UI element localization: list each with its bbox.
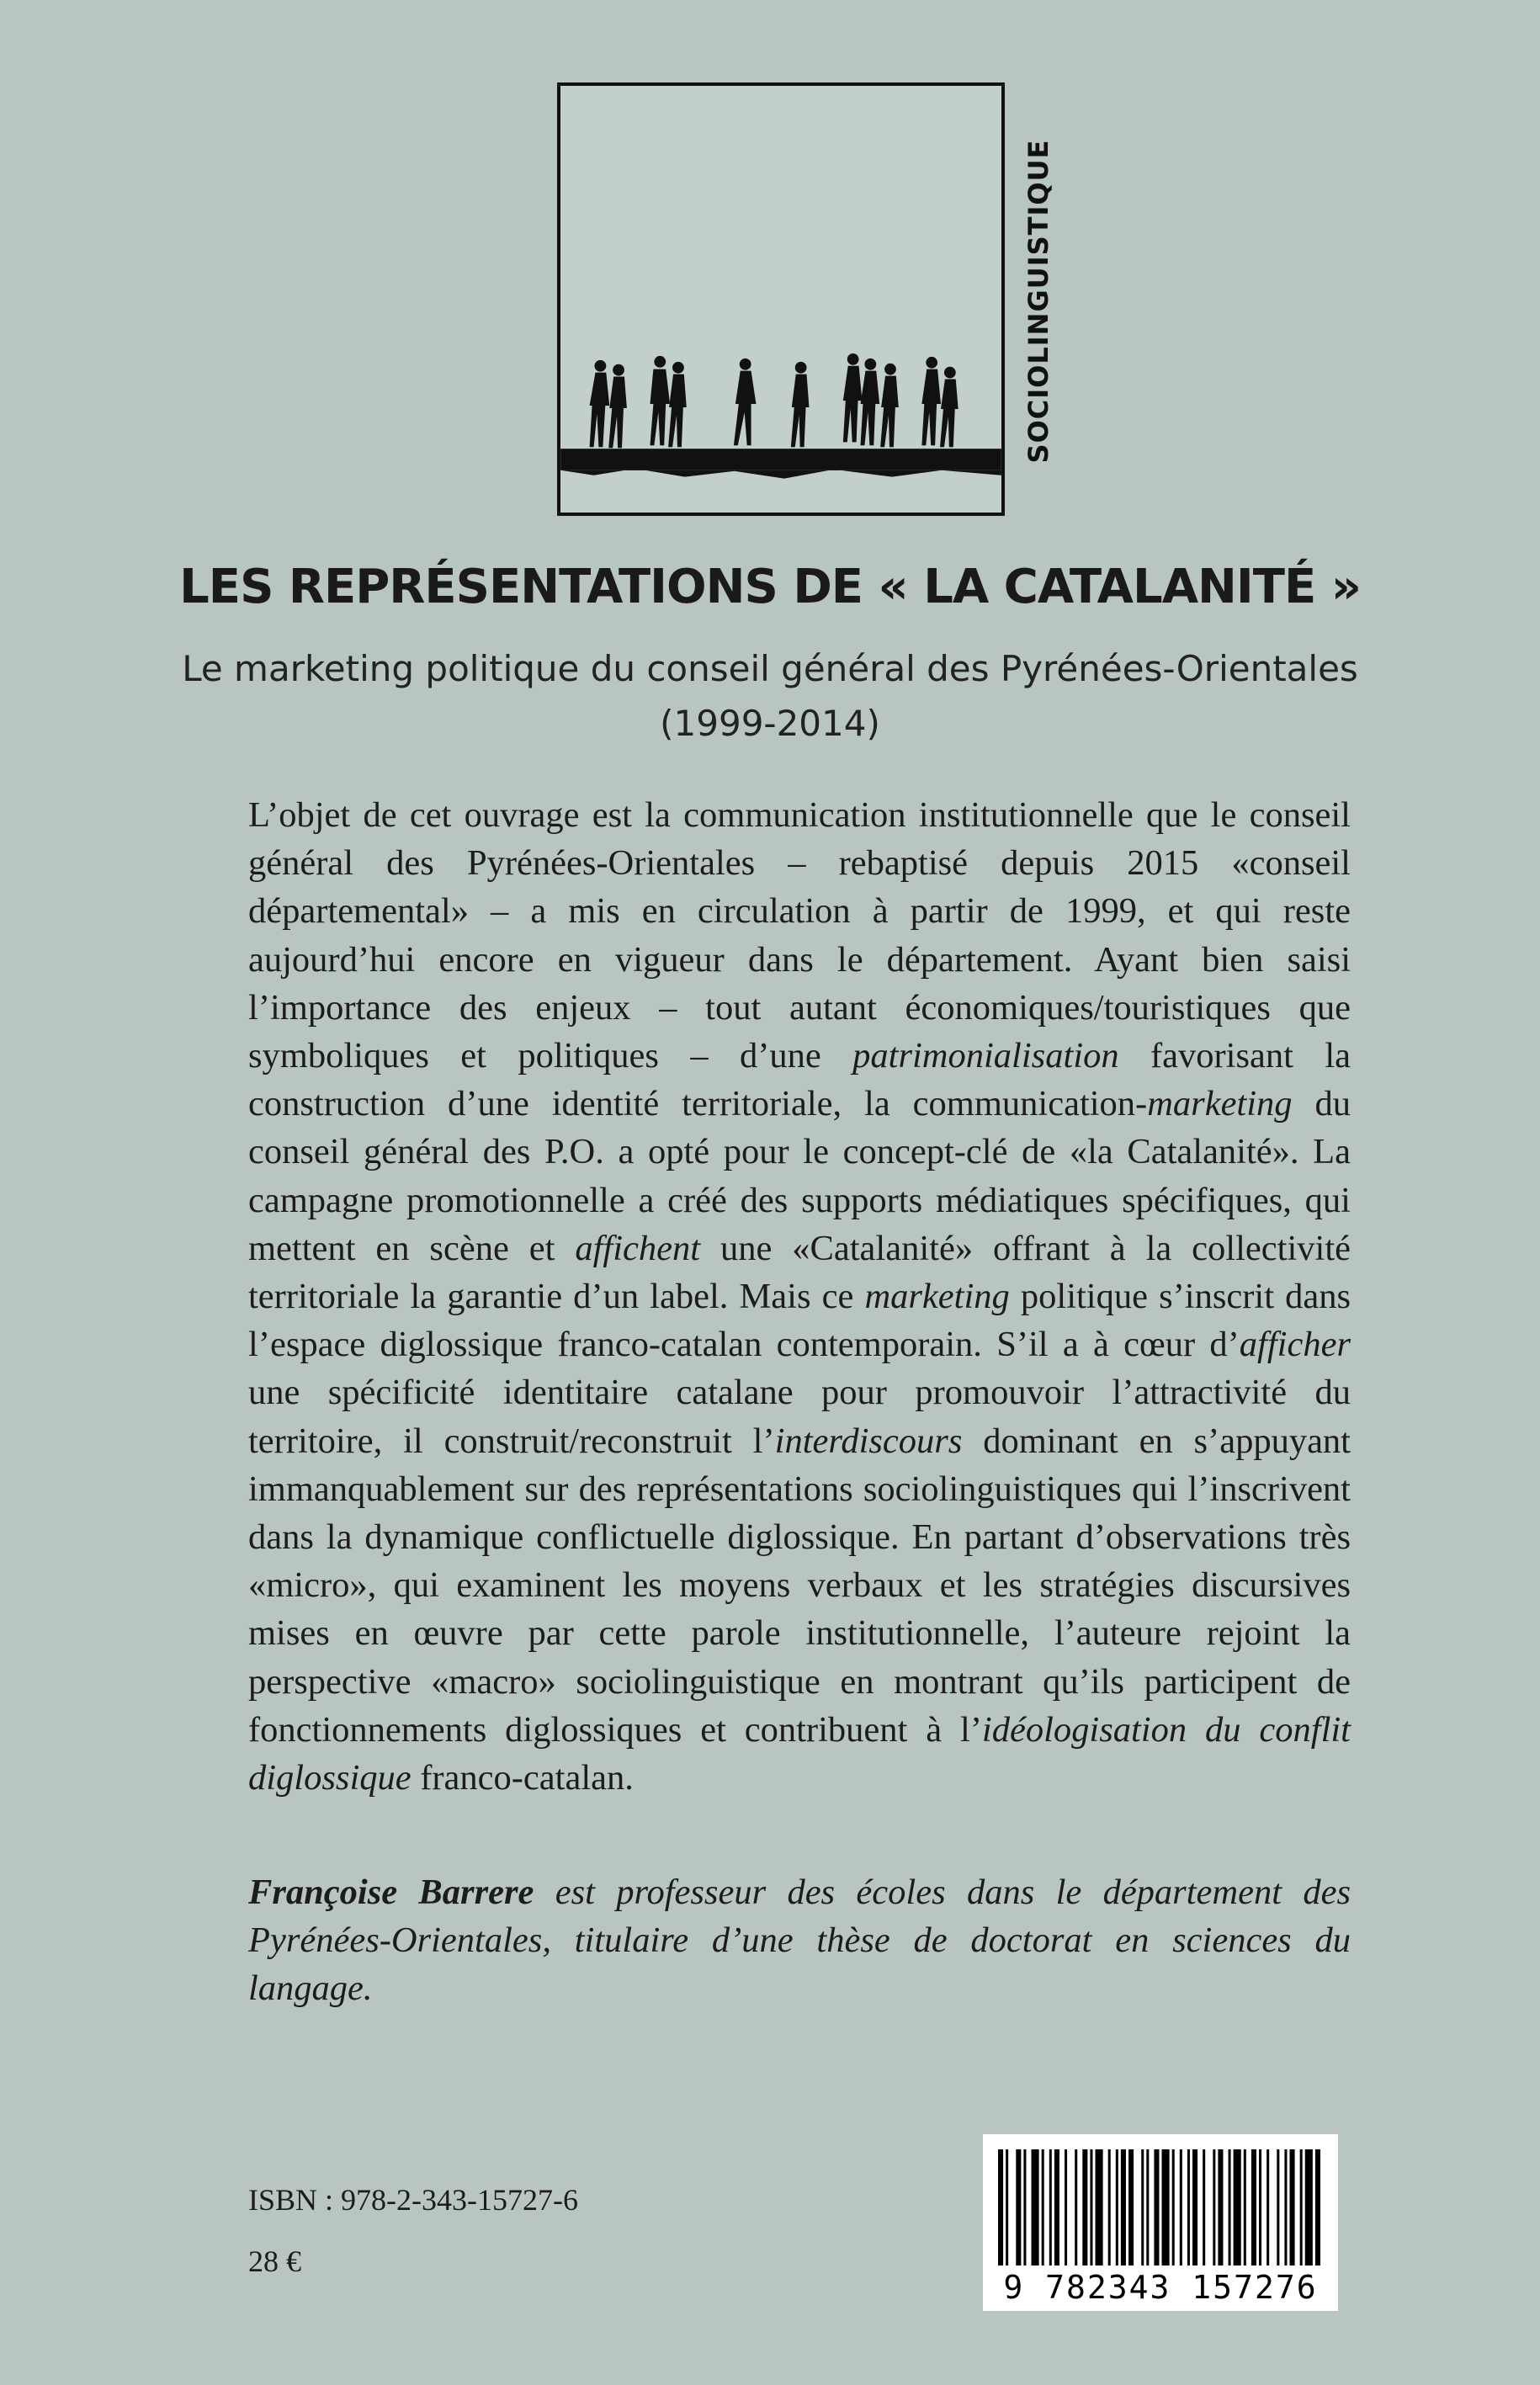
- summary-text: du conseil général des P.O. a opté pour le concept-clé de «la Catalanité». La campagne promotionnelle a créé des supports médiatiques spécifiques, qui mettent en scène et: [248, 1084, 1351, 1268]
- barcode-bar: [1213, 2149, 1215, 2265]
- summary-emphasis: marketing: [864, 1277, 1010, 1317]
- barcode-bars: [998, 2149, 1323, 2265]
- barcode-bar: [1006, 2149, 1008, 2265]
- summary-text: L’objet de cet ouvrage est la communication institutionnelle que le conseil général des Pyrénées-Orientales – rebaptisé depuis 2015 «conseil départemental» – a mis en circulation à partir de 1999, et qui reste aujourd’hui encore en vigueur dans le département. Ayant bien saisi l’importance des enjeux – tout autant économiques/touristiques que symboliques et politiques – d’une: [248, 795, 1351, 1076]
- barcode-bar: [1300, 2149, 1303, 2265]
- summary-text: une spécificité identitaire catalane pour promouvoir l’attractivité du territoire, il construit/reconstruit l’: [248, 1373, 1351, 1461]
- summary-emphasis: interdiscours: [774, 1421, 963, 1461]
- barcode-bar: [1054, 2149, 1059, 2265]
- barcode-bar: [1180, 2149, 1182, 2265]
- barcode-bar: [1172, 2149, 1175, 2265]
- barcode-bar: [1244, 2149, 1246, 2265]
- series-label-text: SOCIOLINGUISTIQUE: [1022, 139, 1054, 463]
- author-bio-text: est professeur des écoles dans le département des Pyrénées-Orientales, titulaire d’une thèse de doctorat en sciences du langage.: [248, 1872, 1351, 2008]
- summary-emphasis: marketing: [1147, 1084, 1293, 1124]
- barcode-bar: [1049, 2149, 1052, 2265]
- barcode-bar: [1116, 2149, 1118, 2265]
- walking-people-illustration: [560, 86, 1001, 513]
- price: 28 €: [248, 2244, 301, 2278]
- summary-emphasis: idéologisation du conflit diglossique: [248, 1709, 1351, 1798]
- barcode-bar: [1141, 2149, 1144, 2265]
- barcode-bar: [1218, 2149, 1223, 2265]
- barcode-bar: [1065, 2149, 1067, 2265]
- summary-text: favorisant la construction d’une identité territoriale, la communication-: [248, 1036, 1351, 1124]
- summary-text: une «Catalanité» offrant à la collectivité territoriale la garantie d’un label. Mais ce: [248, 1228, 1351, 1317]
- barcode-bar: [1108, 2149, 1111, 2265]
- summary-emphasis: afficher: [1239, 1325, 1351, 1365]
- barcode-digits: 9 782343 157276: [1003, 2269, 1318, 2306]
- book-subtitle-line2: (1999-2014): [660, 703, 880, 744]
- summary-emphasis: affichent: [575, 1228, 701, 1268]
- barcode-bar: [1146, 2149, 1149, 2265]
- barcode-bar: [1229, 2149, 1231, 2265]
- barcode-bar: [1284, 2149, 1287, 2265]
- barcode-bar: [1234, 2149, 1241, 2265]
- barcode-bar: [1128, 2149, 1134, 2265]
- summary-text: dominant en s’appuyant immanquablement sur des représentations sociolinguistiques qui l’inscrivent dans la dynamique conflictuelle diglossique. En partant d’observations très «micro», qui examinent les moyens verbaux et les stratégies discursives mises en œuvre par cette parole institutionnelle, l’auteure rejoint la perspective «macro» sociolinguistique en montrant qu’ils participent de fonctionnements diglossiques et contribuent à l’: [248, 1421, 1351, 1750]
- summary-text: franco-catalan.: [411, 1758, 634, 1798]
- book-subtitle-line1: Le marketing politique du conseil général des Pyrénées-Orientales: [182, 648, 1358, 689]
- barcode-bar: [1203, 2149, 1205, 2265]
- barcode-bar: [1121, 2149, 1126, 2265]
- summary-emphasis: patrimonialisation: [852, 1036, 1119, 1076]
- barcode-bar: [1032, 2149, 1039, 2265]
- barcode-bar: [1192, 2149, 1197, 2265]
- summary-text: politique s’inscrit dans l’espace diglossique franco-catalan contemporain. S’il a à cœur d’: [248, 1277, 1351, 1365]
- series-label: [1022, 88, 1055, 513]
- barcode-bar: [1267, 2149, 1269, 2265]
- barcode-bar: [1259, 2149, 1261, 2265]
- barcode-bar: [1315, 2149, 1320, 2265]
- book-title: LES REPRÉSENTATIONS DE « LA CATALANITÉ »: [179, 560, 1361, 614]
- barcode-bar: [998, 2149, 1003, 2265]
- barcode-bar: [1075, 2149, 1077, 2265]
- barcode-bar: [1154, 2149, 1159, 2265]
- barcode-bar: [1023, 2149, 1026, 2265]
- barcode-bar: [1162, 2149, 1170, 2265]
- author-bio: [248, 1868, 1351, 2012]
- barcode-bar: [1042, 2149, 1044, 2265]
- isbn: ISBN : 978-2-343-15727-6: [248, 2183, 578, 2217]
- barcode-bar: [1082, 2149, 1087, 2265]
- book-summary: [248, 791, 1351, 1802]
- barcode-bar: [1277, 2149, 1279, 2265]
- series-logo: [557, 82, 1005, 516]
- barcode-bar: [1090, 2149, 1092, 2265]
- barcode-bar: [1305, 2149, 1313, 2265]
- barcode-bar: [1251, 2149, 1256, 2265]
- barcode-bar: [1187, 2149, 1190, 2265]
- barcode-bar: [1289, 2149, 1294, 2265]
- author-name: Françoise Barrere: [248, 1872, 534, 1912]
- barcode: [983, 2134, 1338, 2311]
- barcode-bar: [1095, 2149, 1102, 2265]
- barcode-bar: [1016, 2149, 1021, 2265]
